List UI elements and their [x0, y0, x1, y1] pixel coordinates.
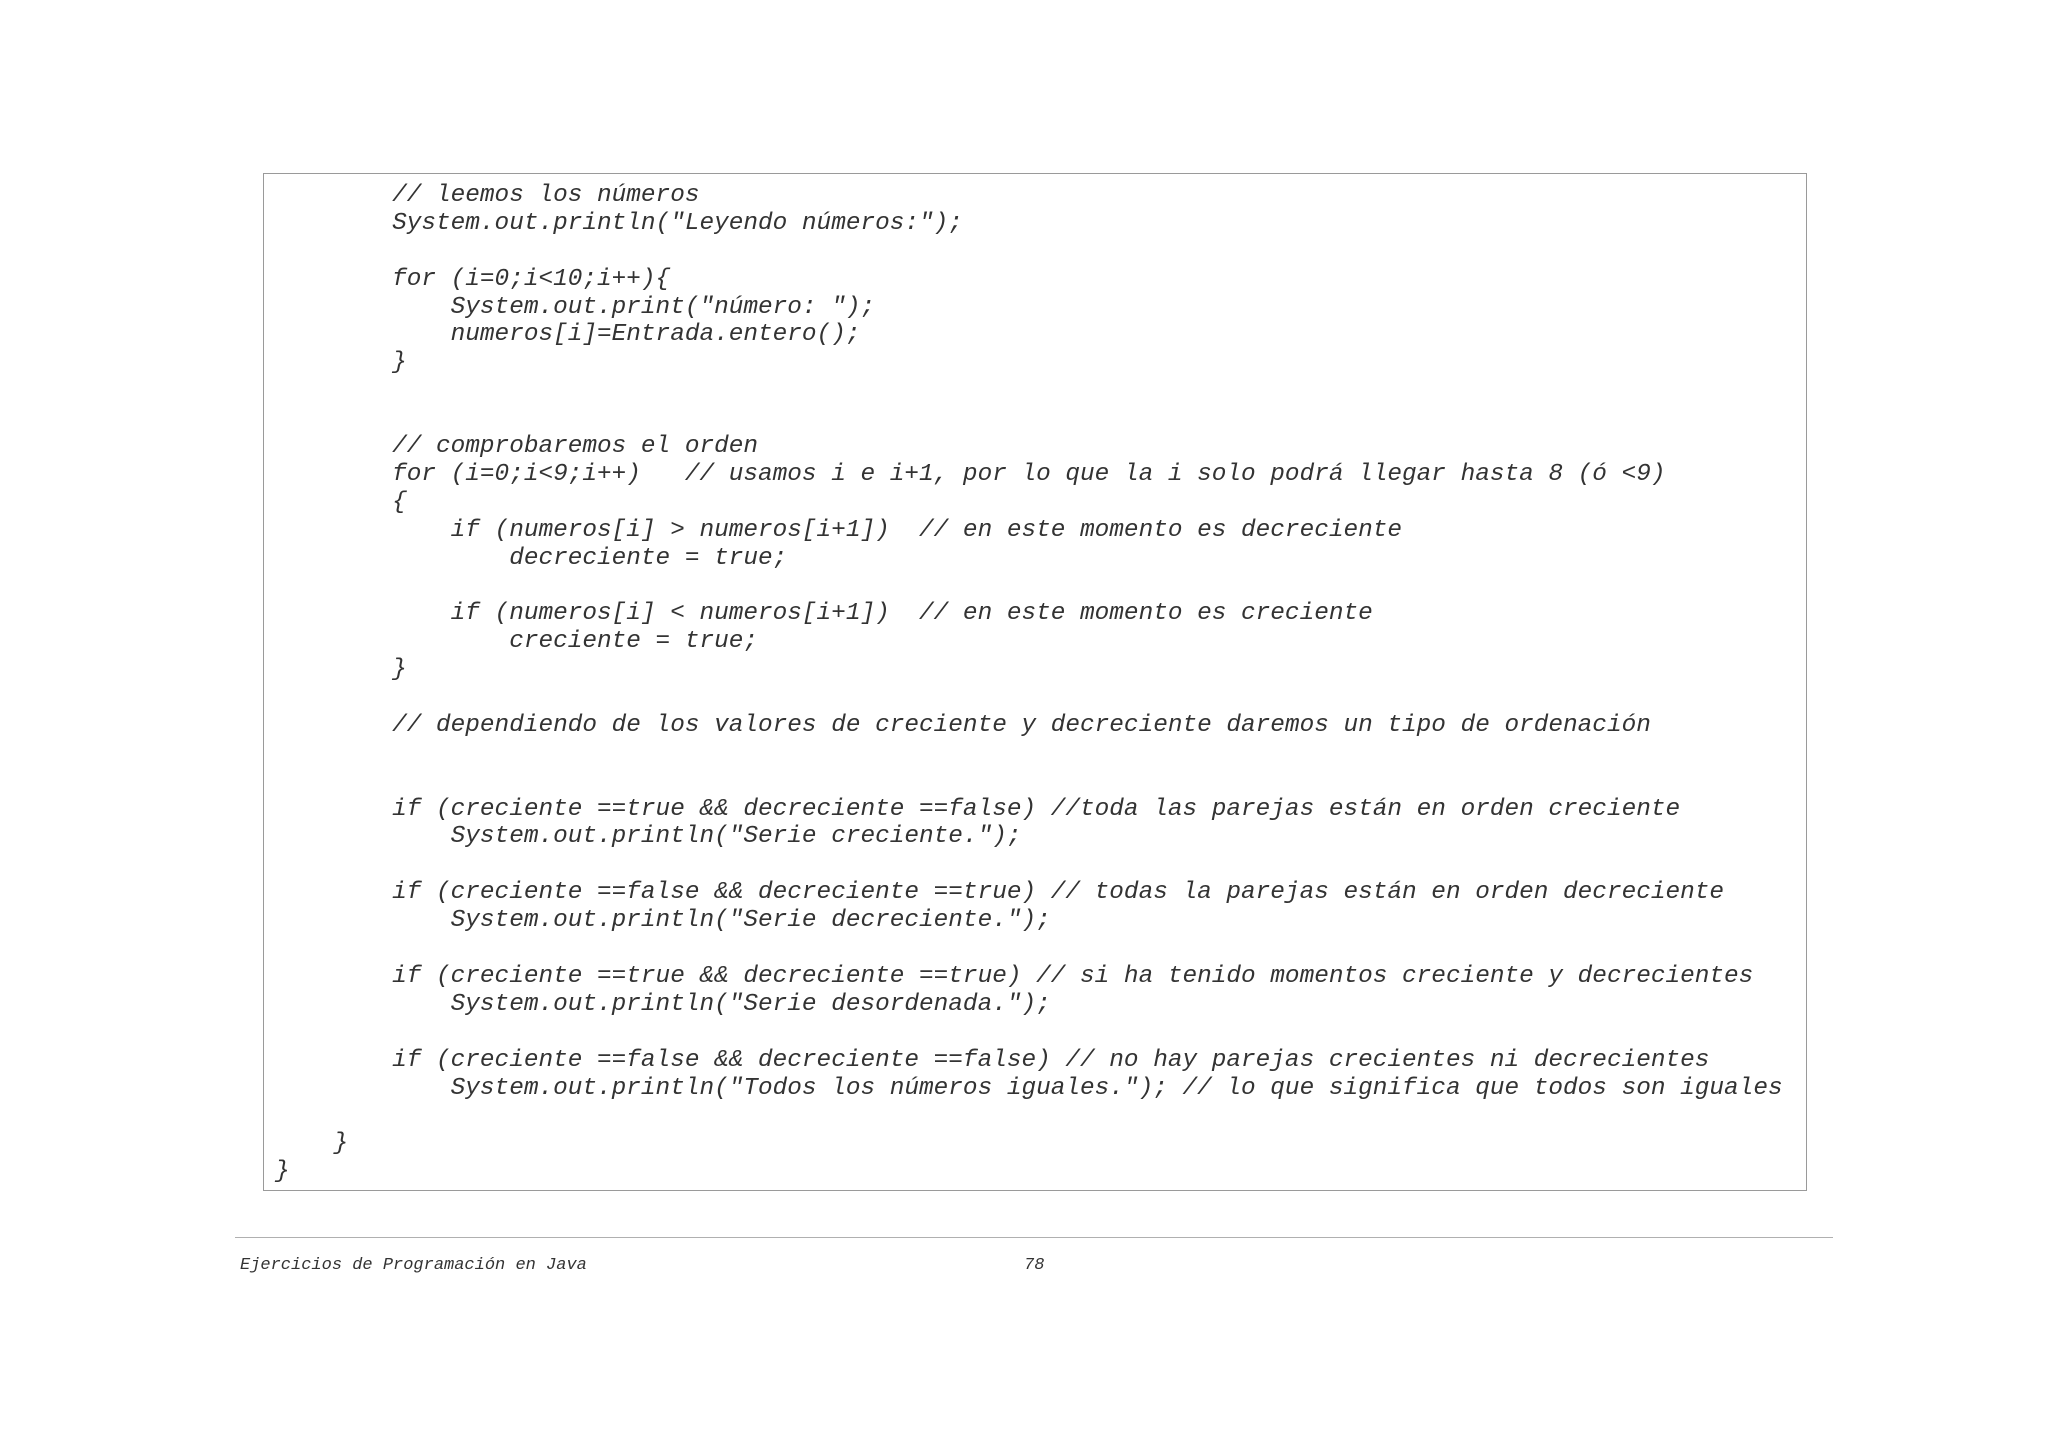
code-line: }	[275, 1130, 349, 1158]
code-line: System.out.println("Serie decreciente.");	[275, 907, 1051, 935]
code-line: System.out.println("Serie desordenada.");	[275, 990, 1051, 1018]
code-line: numeros[i]=Entrada.entero();	[275, 321, 861, 349]
code-line: // leemos los números	[275, 182, 700, 209]
code-line: System.out.println("Todos los números iguales."); // lo que significa que todos son iguales	[275, 1074, 1783, 1102]
footer-page-number: 78	[1024, 1256, 1045, 1275]
code-line	[275, 851, 1783, 879]
code-line: if (numeros[i] < numeros[i+1]) // en este momento es creciente	[275, 600, 1373, 628]
code-line	[275, 935, 1783, 963]
code-line	[275, 684, 1783, 712]
code-line: }	[275, 1158, 290, 1186]
code-line	[275, 740, 1783, 768]
footer-book-title: Ejercicios de Programación en Java	[240, 1256, 587, 1275]
code-line: for (i=0;i<9;i++) // usamos i e i+1, por lo que la i solo podrá llegar hasta 8 (ó <9)	[275, 460, 1666, 488]
code-line: if (numeros[i] > numeros[i+1]) // en este momento es decreciente	[275, 516, 1403, 544]
code-line: if (creciente ==false && decreciente ==true) // todas la parejas están en orden decreciente	[275, 879, 1725, 907]
code-line: }	[275, 349, 407, 377]
footer-divider	[235, 1237, 1833, 1238]
code-line: decreciente = true;	[275, 544, 788, 572]
code-line: {	[275, 488, 407, 516]
code-line: if (creciente ==true && decreciente ==false) //toda las parejas están en orden creciente	[275, 795, 1681, 823]
code-line	[275, 768, 1783, 796]
code-line: System.out.println("Leyendo números:");	[275, 209, 963, 237]
code-line	[275, 1019, 1783, 1047]
code-line: for (i=0;i<10;i++){	[275, 265, 671, 293]
code-line	[275, 238, 1783, 266]
code-line	[275, 572, 1783, 600]
code-line: if (creciente ==true && decreciente ==true) // si ha tenido momentos creciente y decrecientes	[275, 962, 1754, 990]
code-line	[275, 1102, 1783, 1130]
code-listing-box	[263, 173, 1807, 1191]
code-line: // comprobaremos el orden	[275, 433, 759, 461]
code-line: creciente = true;	[275, 628, 759, 656]
code-line	[275, 377, 1783, 405]
code-line: if (creciente ==false && decreciente ==false) // no hay parejas crecientes ni decrecientes	[275, 1046, 1710, 1074]
code-line: // dependiendo de los valores de creciente y decreciente daremos un tipo de ordenación	[275, 711, 1651, 739]
code-line: }	[275, 656, 407, 684]
code-line: System.out.println("Serie creciente.");	[275, 823, 1022, 851]
code-line: System.out.print("número: ");	[275, 293, 876, 321]
code-line	[275, 405, 1783, 433]
code-lines	[275, 182, 1783, 1186]
